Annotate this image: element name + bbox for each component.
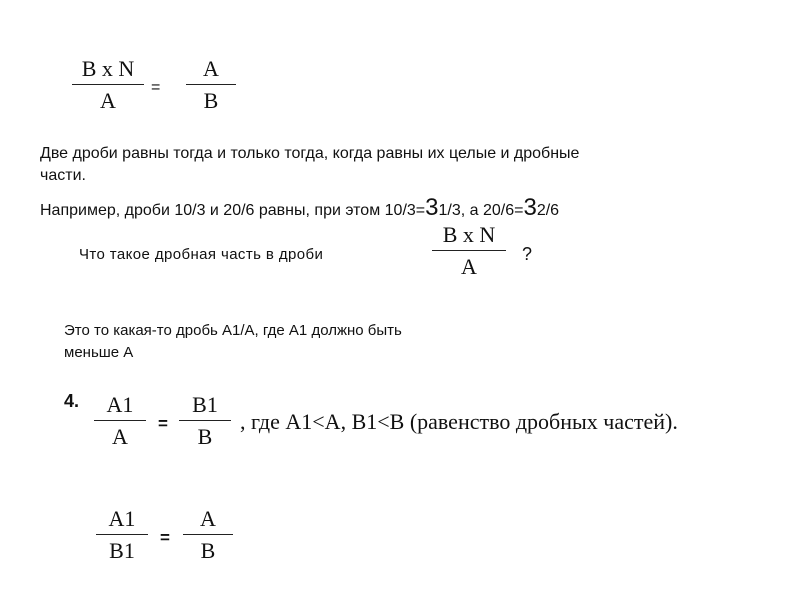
example-suffix: 2/6: [536, 202, 560, 219]
answer-line-1: Это то какая-то дробь А1/А, где А1 должно быть: [64, 322, 402, 339]
fraction-a-over-b: [186, 57, 236, 113]
denominator: A: [461, 254, 477, 279]
fraction-a1-over-a: [94, 393, 146, 449]
rule-line-2: части.: [40, 167, 86, 184]
fraction-bar: [179, 420, 231, 421]
fraction-a-over-b-final: [183, 507, 233, 563]
whole-part-2: 3: [523, 194, 537, 221]
denominator: B: [200, 538, 216, 563]
fraction-bar: [94, 420, 146, 421]
denominator: B1: [109, 538, 135, 563]
example-middle: 1/3, а 20/6=: [438, 202, 524, 219]
answer-text: [64, 320, 544, 364]
answer-line-2: меньше А: [64, 344, 134, 361]
whole-part-1: 3: [425, 194, 439, 221]
fraction-bar: [186, 84, 236, 85]
fraction-bxn-over-a: [72, 57, 144, 113]
question-text: Что такое дробная часть в дроби: [79, 246, 324, 263]
numerator: B x N: [81, 56, 135, 81]
denominator: A: [100, 88, 116, 113]
fraction-a1-over-b1: [96, 507, 148, 563]
fraction-bar: [96, 534, 148, 535]
fraction-bar: [432, 250, 506, 251]
numerator: A1: [108, 506, 136, 531]
denominator: B: [197, 424, 213, 449]
numerator: B x N: [442, 222, 496, 247]
denominator: B: [203, 88, 219, 113]
numerator: A: [203, 56, 219, 81]
example-prefix: Например, дроби 10/3 и 20/6 равны, при этом 10/3=: [40, 202, 426, 219]
numerator: A1: [106, 392, 134, 417]
fraction-parts-condition: , где A1<A, B1<B (равенство дробных частей).: [240, 409, 678, 434]
fraction-b1-over-b: [179, 393, 231, 449]
rule-line-1: Две дроби равны тогда и только тогда, когда равны их целые и дробные: [40, 145, 580, 162]
numerator: A: [200, 506, 216, 531]
fraction-bar: [183, 534, 233, 535]
fraction-bar: [72, 84, 144, 85]
equality-rule-text: [40, 143, 760, 187]
question-fraction: [432, 223, 506, 279]
equals-sign: =: [158, 414, 168, 433]
step-number: 4.: [64, 391, 80, 411]
example-text: [40, 194, 560, 222]
equals-sign: =: [160, 528, 170, 547]
denominator: A: [112, 424, 128, 449]
equals-sign: =: [151, 79, 161, 96]
question-mark: ?: [522, 244, 533, 264]
numerator: B1: [192, 392, 218, 417]
